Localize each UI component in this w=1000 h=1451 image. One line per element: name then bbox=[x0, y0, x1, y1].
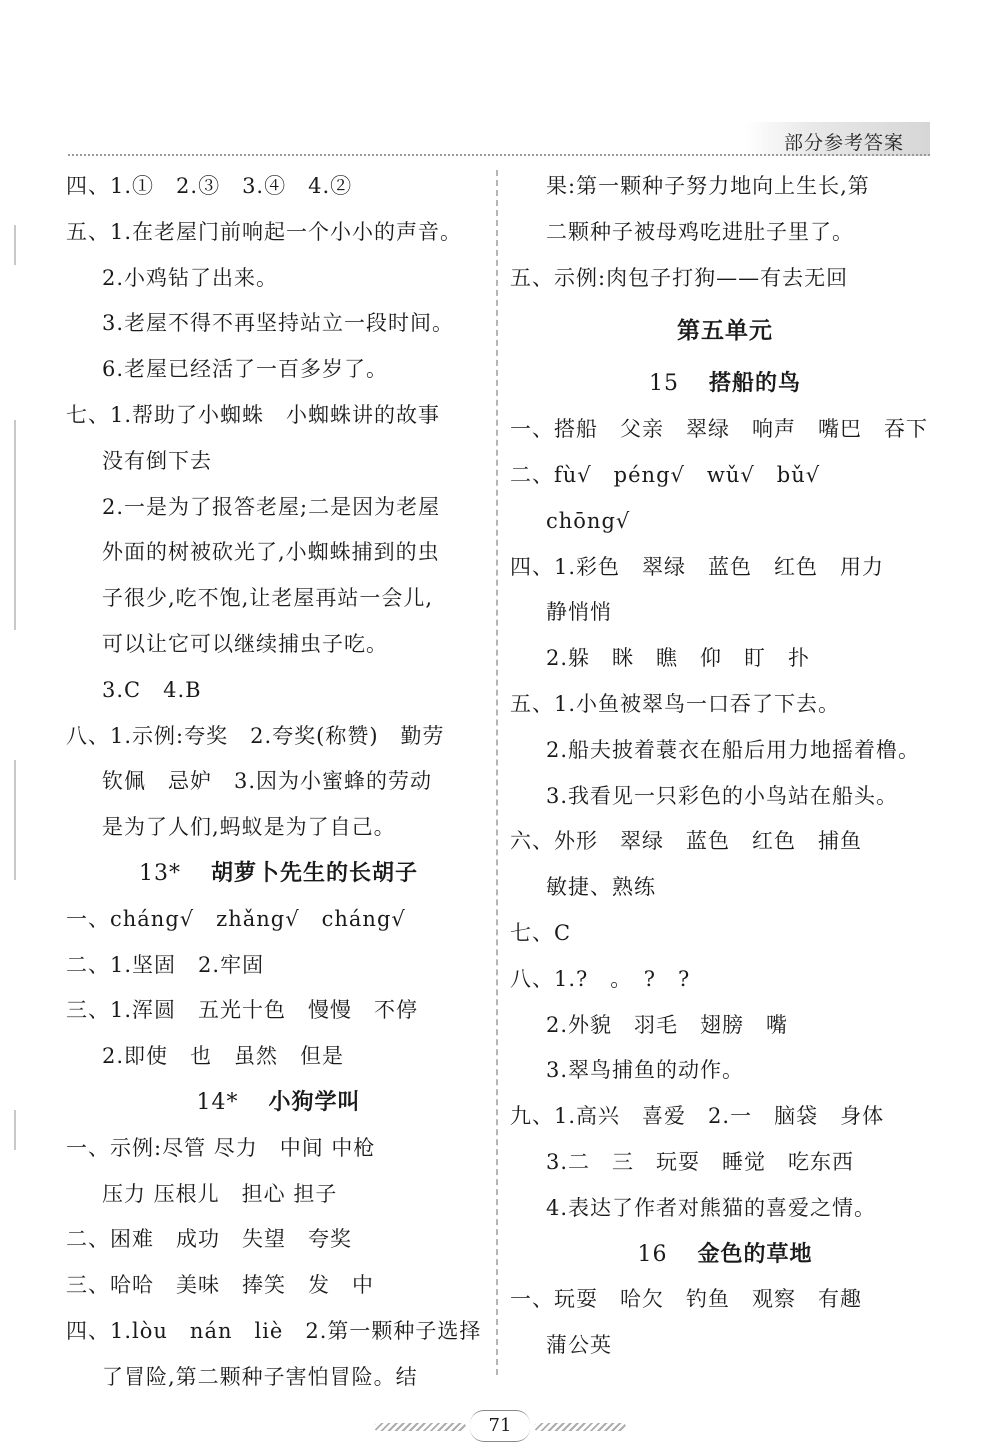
margin-mark bbox=[14, 760, 16, 880]
lesson-number: 16 bbox=[637, 1241, 668, 1267]
lesson-number: 13* bbox=[138, 860, 181, 886]
lesson-heading bbox=[510, 1232, 940, 1278]
unit-heading: 第五单元 bbox=[677, 318, 773, 345]
answer-line: 二、fù√ péng√ wǔ√ bǔ√ bbox=[510, 462, 821, 487]
answer-line: 3.C 4.B bbox=[102, 677, 202, 702]
answer-line: 3.翠鸟捕鱼的动作。 bbox=[546, 1058, 745, 1083]
answer-line: 敏捷、熟练 bbox=[546, 875, 656, 900]
footer-ornament-left bbox=[374, 1423, 466, 1431]
margin-mark bbox=[14, 1110, 16, 1150]
answer-line: 6.老屋已经活了一百多岁了。 bbox=[102, 357, 389, 382]
answer-line: 一、玩耍 哈欠 钓鱼 观察 有趣 bbox=[510, 1287, 862, 1312]
answer-line: 七、1.帮助了小蜘蛛 小蜘蛛讲的故事 bbox=[66, 402, 441, 427]
footer-ornament-right bbox=[534, 1423, 626, 1431]
answer-line: 2.船夫披着蓑衣在船后用力地摇着橹。 bbox=[546, 737, 921, 762]
lesson-number: 15 bbox=[648, 371, 679, 397]
margin-mark bbox=[14, 225, 16, 265]
answer-line: 3.老屋不得不再坚持站立一段时间。 bbox=[102, 311, 455, 336]
answer-line: 一、搭船 父亲 翠绿 响声 嘴巴 吞下 bbox=[510, 417, 928, 442]
lesson-number: 14* bbox=[196, 1089, 239, 1115]
answer-line: 二、困难 成功 失望 夸奖 bbox=[66, 1227, 352, 1252]
answer-line: 五、1.在老屋门前响起一个小小的声音。 bbox=[66, 219, 463, 244]
answer-line: 压力 压根儿 担心 担子 bbox=[102, 1181, 338, 1206]
answer-line: 三、1.浑圆 五光十色 慢慢 不停 bbox=[66, 998, 419, 1023]
answer-line: 二、1.坚固 2.牢固 bbox=[66, 952, 265, 977]
answer-line: 4.表达了作者对熊猫的喜爱之情。 bbox=[546, 1195, 877, 1220]
answer-line: 七、C bbox=[510, 920, 572, 945]
right-column bbox=[510, 164, 940, 1369]
answer-line: 静悄悄 bbox=[546, 600, 612, 625]
answer-line: 八、1.示例:夸奖 2.夸奖(称赞) 勤劳 bbox=[66, 723, 445, 748]
lesson-title: 金色的草地 bbox=[697, 1241, 813, 1267]
answer-line: 一、cháng√ zhǎng√ cháng√ bbox=[66, 906, 406, 931]
header-title: 部分参考答案 bbox=[783, 132, 904, 154]
answer-line: 五、示例:肉包子打狗——有去无回 bbox=[510, 265, 849, 290]
answer-line: 2.即使 也 虽然 但是 bbox=[102, 1044, 345, 1069]
answer-line: 3.二 三 玩耍 睡觉 吃东西 bbox=[546, 1149, 855, 1174]
answer-line: 外面的树被砍光了,小蜘蛛捕到的虫 bbox=[102, 540, 440, 565]
answer-line: 果:第一颗种子努力地向上生长,第 bbox=[546, 174, 870, 198]
left-column bbox=[66, 164, 491, 1401]
answer-line: 了冒险,第二颗种子害怕冒险。结 bbox=[102, 1364, 418, 1389]
answer-line: 2.一是为了报答老屋;二是因为老屋 bbox=[102, 494, 441, 519]
answer-line: 是为了人们,蚂蚁是为了自己。 bbox=[102, 815, 396, 840]
answer-line: 三、哈哈 美味 捧笑 发 中 bbox=[66, 1273, 374, 1298]
answer-line: 四、1.彩色 翠绿 蓝色 红色 用力 bbox=[510, 554, 885, 579]
page-number: 71 bbox=[470, 1410, 530, 1442]
answer-line: 没有倒下去 bbox=[102, 448, 212, 473]
answer-line: 2.小鸡钻了出来。 bbox=[102, 265, 279, 290]
answer-line: 四、1.① 2.③ 3.④ 4.② bbox=[66, 174, 353, 198]
answer-line: 子很少,吃不饱,让老屋再站一会儿, bbox=[102, 586, 434, 611]
answer-line: 2.外貌 羽毛 翅膀 嘴 bbox=[546, 1012, 789, 1037]
answer-line: 六、外形 翠绿 蓝色 红色 捕鱼 bbox=[510, 829, 862, 854]
answer-line: 可以让它可以继续捕虫子吃。 bbox=[102, 631, 388, 656]
answer-line: 四、1.lòu nán liè 2.第一颗种子选择 bbox=[66, 1318, 482, 1343]
lesson-heading bbox=[66, 1080, 491, 1126]
answer-line: 2.躲 眯 瞧 仰 盯 扑 bbox=[546, 646, 811, 671]
answer-line: 3.我看见一只彩色的小鸟站在船头。 bbox=[546, 783, 899, 808]
answer-line: 一、示例:尽管 尽力 中间 中枪 bbox=[66, 1135, 376, 1160]
answer-line: 九、1.高兴 喜爱 2.一 脑袋 身体 bbox=[510, 1104, 885, 1129]
answer-line: chōng√ bbox=[546, 508, 631, 533]
lesson-heading bbox=[510, 361, 940, 407]
answer-line: 蒲公英 bbox=[546, 1333, 612, 1358]
margin-mark bbox=[14, 420, 16, 630]
lesson-title: 搭船的鸟 bbox=[708, 371, 801, 397]
answer-line: 二颗种子被母鸡吃进肚子里了。 bbox=[546, 219, 854, 244]
lesson-heading bbox=[66, 851, 491, 897]
column-divider bbox=[496, 170, 498, 1375]
header-divider bbox=[68, 154, 930, 156]
lesson-title: 胡萝卜先生的长胡子 bbox=[210, 860, 418, 886]
answer-line: 八、1.? 。 ? ? bbox=[510, 966, 691, 991]
answer-line: 五、1.小鱼被翠鸟一口吞了下去。 bbox=[510, 691, 841, 716]
answer-line: 钦佩 忌妒 3.因为小蜜蜂的劳动 bbox=[102, 769, 433, 794]
lesson-title: 小狗学叫 bbox=[268, 1089, 361, 1115]
